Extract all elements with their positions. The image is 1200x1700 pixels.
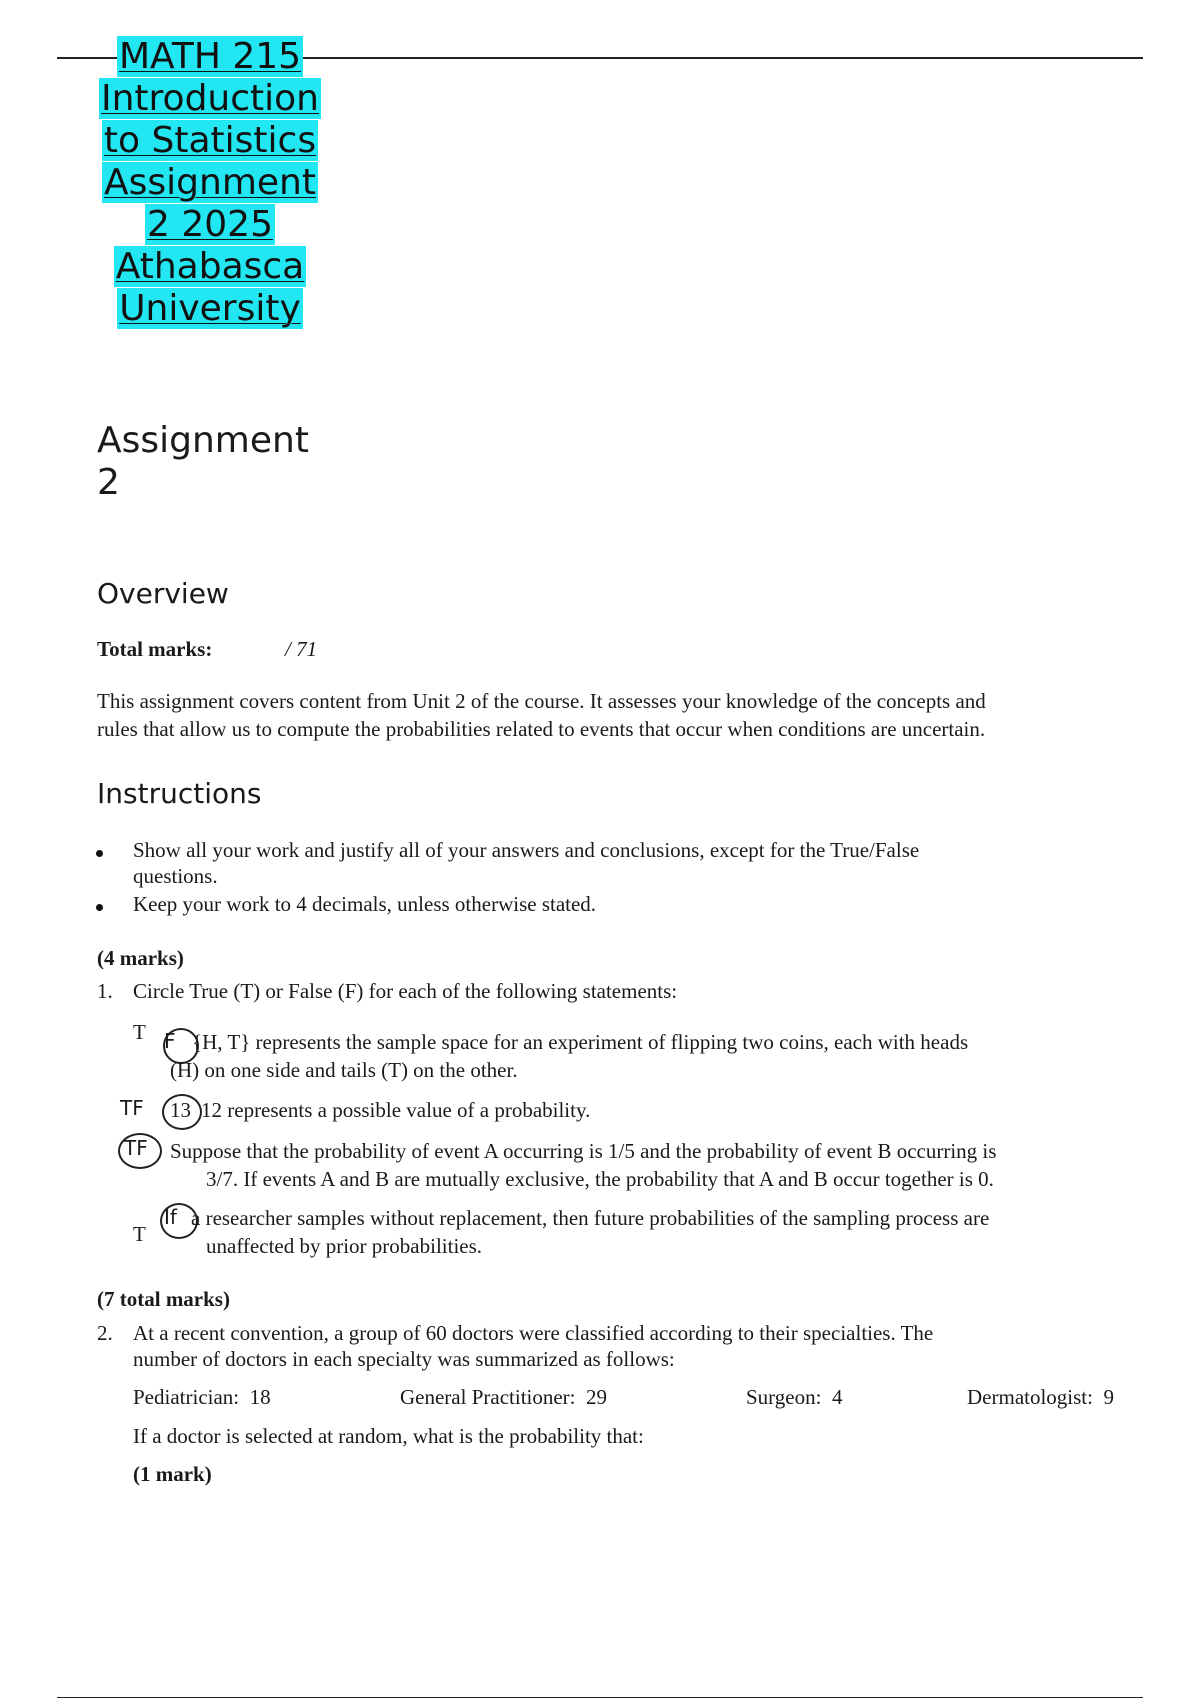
tf-mark: T — [133, 1020, 146, 1044]
overview-heading: Overview — [97, 577, 229, 610]
q2-text: At a recent convention, a group of 60 doctors were classified according to their specialties. The — [133, 1321, 934, 1345]
overview-text: rules that allow us to compute the probabilities related to events that occur when conditions are uncertain. — [97, 717, 986, 741]
q2-number: 2. — [97, 1321, 113, 1345]
q1-marks: (4 marks) — [97, 946, 184, 970]
title-line: University — [119, 288, 301, 329]
specialty-value: 18 — [249, 1385, 271, 1409]
circled-mark: TF — [124, 1136, 148, 1160]
bullet-icon — [94, 842, 106, 854]
specialty-label: Dermatologist: — [967, 1385, 1093, 1409]
title-line: MATH 215 — [118, 36, 302, 77]
q2-question: If a doctor is selected at random, what is the probability that: — [133, 1424, 644, 1448]
q1-number: 1. — [97, 979, 113, 1003]
title-line: Athabasca — [115, 246, 305, 287]
statement-text: (H) on one side and tails (T) on the other. — [170, 1058, 518, 1082]
q2-sub-marks: (1 mark) — [133, 1462, 212, 1486]
instructions-heading: Instructions — [97, 777, 262, 810]
circled-mark: F — [164, 1029, 176, 1053]
specialty-item — [133, 1384, 271, 1411]
specialty-value: 9 — [1103, 1385, 1114, 1409]
specialty-value: 4 — [831, 1385, 843, 1409]
total-marks-label: Total marks: — [97, 637, 213, 661]
overview-text: This assignment covers content from Unit 2 of the course. It assesses your knowledge of the concepts and — [97, 689, 986, 713]
title-line: Assignment — [104, 162, 316, 203]
specialty-label: Pediatrician: — [133, 1385, 240, 1409]
instruction-item: Keep your work to 4 decimals, unless otherwise stated. — [133, 892, 597, 916]
bullet-icon — [94, 896, 106, 908]
q2-text: number of doctors in each specialty was summarized as follows: — [133, 1347, 675, 1371]
heading-line: Assignment — [97, 420, 309, 461]
title-line: Introduction — [100, 78, 319, 119]
specialty-item — [746, 1384, 842, 1411]
title-line: 2 2025 — [147, 204, 273, 245]
specialty-label: Surgeon: — [746, 1385, 822, 1409]
specialty-label: General Practitioner: — [400, 1385, 576, 1409]
highlighted-title — [88, 36, 332, 330]
circled-mark: If — [164, 1205, 177, 1229]
circled-mark: 13 — [170, 1098, 191, 1122]
bottom-rule — [57, 1697, 1143, 1698]
statement-text: 3/7. If events A and B are mutually exclusive, the probability that A and B occur together is 0. — [206, 1167, 994, 1191]
tf-mark: TF — [120, 1096, 144, 1120]
instruction-item: questions. — [133, 864, 218, 888]
instruction-item: Show all your work and justify all of your answers and conclusions, except for the True/False — [133, 838, 920, 862]
statement-text: unaffected by prior probabilities. — [206, 1234, 483, 1258]
heading-line: 2 — [97, 462, 120, 503]
page-heading — [97, 420, 357, 504]
statement-text: a researcher samples without replacement, then future probabilities of the sampling process are — [191, 1206, 990, 1230]
q1-prompt: Circle True (T) or False (F) for each of the following statements: — [133, 979, 678, 1003]
q2-marks: (7 total marks) — [97, 1287, 230, 1311]
tf-mark: T — [133, 1222, 146, 1246]
statement-text: 12 represents a possible value of a probability. — [201, 1098, 591, 1122]
specialty-item — [967, 1384, 1114, 1411]
specialty-value: 29 — [586, 1385, 608, 1409]
total-marks-value: / 71 — [285, 637, 318, 661]
specialty-item — [400, 1384, 607, 1411]
title-line: to Statistics — [103, 120, 317, 161]
statement-text: {H, T} represents the sample space for an experiment of flipping two coins, each with heads — [192, 1030, 969, 1054]
statement-text: Suppose that the probability of event A occurring is 1/5 and the probability of event B occurring is — [170, 1139, 997, 1163]
